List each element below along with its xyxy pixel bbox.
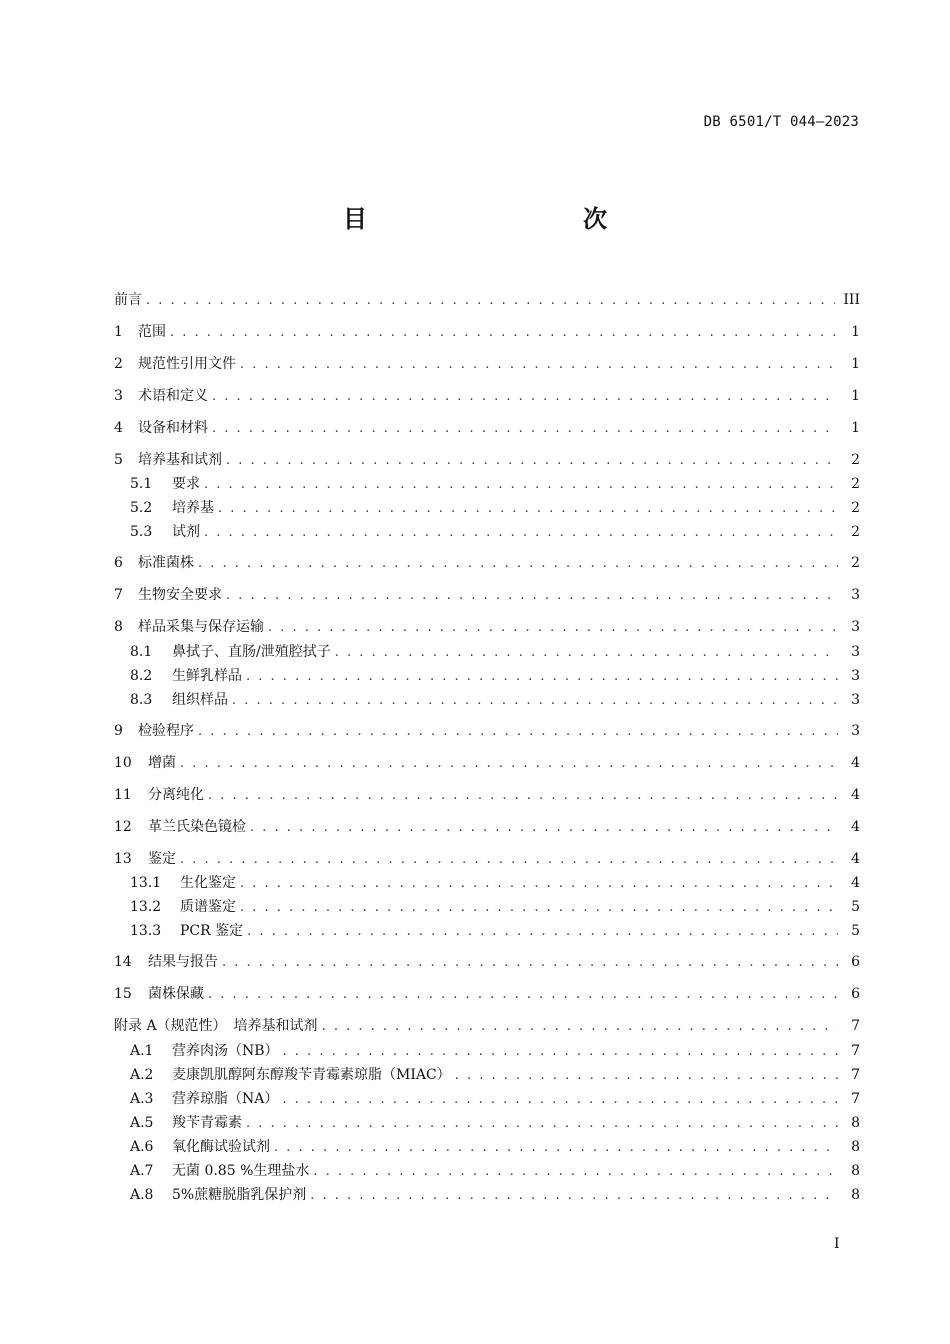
toc-page: 4 bbox=[851, 851, 860, 867]
toc-entry[interactable] bbox=[114, 785, 860, 805]
toc-number: 13.3 bbox=[130, 923, 162, 939]
toc-entry[interactable] bbox=[130, 1185, 860, 1205]
dot-leader bbox=[222, 953, 838, 973]
footer-page-number: I bbox=[834, 1236, 840, 1252]
toc-page: 4 bbox=[851, 755, 860, 771]
toc-number: 8.2 bbox=[130, 668, 153, 684]
dot-leader bbox=[322, 1017, 838, 1037]
toc-page: 2 bbox=[851, 555, 860, 571]
dot-leader bbox=[212, 387, 838, 407]
toc-number: 8 bbox=[114, 619, 123, 635]
toc-number: 3 bbox=[114, 388, 123, 404]
toc-entry[interactable] bbox=[114, 617, 860, 637]
toc-page: 4 bbox=[851, 875, 860, 891]
dot-leader bbox=[310, 1186, 838, 1206]
toc-number: 13.2 bbox=[130, 899, 162, 915]
toc-page: 6 bbox=[851, 986, 860, 1002]
toc-label: 培养基 bbox=[172, 500, 214, 516]
toc-label: 营养肉汤（NB） bbox=[172, 1043, 279, 1059]
toc-entry[interactable] bbox=[114, 290, 860, 310]
toc-label: 检验程序 bbox=[138, 723, 194, 739]
dot-leader bbox=[180, 754, 838, 774]
toc-page: 8 bbox=[851, 1139, 860, 1155]
dot-leader bbox=[146, 291, 835, 311]
toc-label: 培养基和试剂 bbox=[138, 452, 222, 468]
toc-number: 13 bbox=[114, 851, 132, 867]
toc-number: A.7 bbox=[130, 1163, 154, 1179]
toc-label: 鼻拭子、直肠/泄殖腔拭子 bbox=[172, 644, 331, 660]
toc-entry[interactable] bbox=[130, 498, 860, 518]
dot-leader bbox=[246, 1114, 838, 1134]
toc-entry[interactable] bbox=[130, 1137, 860, 1157]
toc-entry[interactable] bbox=[114, 354, 860, 374]
toc-entry[interactable] bbox=[130, 522, 860, 542]
dot-leader bbox=[208, 985, 838, 1005]
dot-leader bbox=[240, 355, 838, 375]
toc-page: 4 bbox=[851, 819, 860, 835]
toc-page: 7 bbox=[851, 1043, 860, 1059]
toc-label: 范围 bbox=[138, 324, 166, 340]
toc-entry[interactable] bbox=[130, 921, 860, 941]
toc-label: 质谱鉴定 bbox=[180, 899, 236, 915]
toc-page: 3 bbox=[851, 619, 860, 635]
toc-page: 2 bbox=[851, 476, 860, 492]
toc-label: 术语和定义 bbox=[138, 388, 208, 404]
dot-leader bbox=[208, 786, 838, 806]
toc-entry[interactable] bbox=[130, 897, 860, 917]
toc-entry[interactable] bbox=[114, 952, 860, 972]
toc-label: 菌株保藏 bbox=[148, 986, 204, 1002]
toc-label: 结果与报告 bbox=[148, 954, 218, 970]
toc-number: 6 bbox=[114, 555, 123, 571]
toc-label: 生化鉴定 bbox=[180, 875, 236, 891]
toc-page: 3 bbox=[851, 587, 860, 603]
dot-leader bbox=[198, 554, 838, 574]
toc-number: 13.1 bbox=[130, 875, 162, 891]
dot-leader bbox=[335, 643, 838, 663]
dot-leader bbox=[282, 1090, 838, 1110]
dot-leader bbox=[246, 667, 838, 687]
toc-entry[interactable] bbox=[130, 474, 860, 494]
toc-page: 8 bbox=[851, 1187, 860, 1203]
toc-page: 3 bbox=[851, 692, 860, 708]
toc-entry[interactable] bbox=[114, 753, 860, 773]
toc-entry[interactable] bbox=[114, 418, 860, 438]
toc-page: 5 bbox=[851, 923, 860, 939]
toc-number: A.8 bbox=[130, 1187, 154, 1203]
dot-leader bbox=[240, 874, 838, 894]
standard-number: DB 6501/T 044—2023 bbox=[703, 114, 859, 130]
toc-page: 3 bbox=[851, 668, 860, 684]
toc-label: 鉴定 bbox=[148, 851, 176, 867]
page-title: 目 次 bbox=[343, 205, 663, 233]
toc-label: 营养琼脂（NA） bbox=[172, 1091, 279, 1107]
toc-page: 4 bbox=[851, 787, 860, 803]
toc-number: 5.1 bbox=[130, 476, 153, 492]
toc-label: 附录 A（规范性） 培养基和试剂 bbox=[114, 1018, 318, 1034]
dot-leader bbox=[198, 722, 838, 742]
toc-number: A.3 bbox=[130, 1091, 154, 1107]
dot-leader bbox=[180, 850, 838, 870]
toc-label: 组织样品 bbox=[172, 692, 228, 708]
dot-leader bbox=[226, 451, 838, 471]
toc-label: 规范性引用文件 bbox=[138, 356, 236, 372]
toc-page: 1 bbox=[851, 420, 860, 436]
dot-leader bbox=[212, 419, 838, 439]
toc-number: A.2 bbox=[130, 1067, 154, 1083]
toc-label: 样品采集与保存运输 bbox=[138, 619, 264, 635]
toc-page: 7 bbox=[851, 1067, 860, 1083]
dot-leader bbox=[455, 1066, 838, 1086]
toc-label: 设备和材料 bbox=[138, 420, 208, 436]
toc-label: 生物安全要求 bbox=[138, 587, 222, 603]
dot-leader bbox=[250, 818, 838, 838]
toc-number: A.1 bbox=[130, 1043, 154, 1059]
dot-leader bbox=[204, 475, 838, 495]
toc-entry[interactable] bbox=[130, 642, 860, 662]
toc-number: 9 bbox=[114, 723, 123, 739]
dot-leader bbox=[170, 323, 838, 343]
dot-leader bbox=[240, 898, 838, 918]
toc-label: 增菌 bbox=[148, 755, 176, 771]
toc-number: 8.1 bbox=[130, 644, 153, 660]
toc-label: 5%蔗糖脱脂乳保护剂 bbox=[172, 1187, 307, 1203]
toc-entry[interactable] bbox=[130, 1161, 860, 1181]
toc-entry[interactable] bbox=[114, 386, 860, 406]
toc-entry[interactable] bbox=[114, 585, 860, 605]
toc-label: 氧化酶试验试剂 bbox=[172, 1139, 270, 1155]
toc-entry[interactable] bbox=[114, 721, 860, 741]
toc-label: 分离纯化 bbox=[148, 787, 204, 803]
dot-leader bbox=[268, 618, 838, 638]
dot-leader bbox=[226, 586, 838, 606]
toc-number: 12 bbox=[114, 819, 132, 835]
toc-page: III bbox=[843, 292, 860, 308]
toc-entry[interactable] bbox=[130, 1065, 860, 1085]
toc-number: 11 bbox=[114, 787, 132, 803]
toc-page: 2 bbox=[851, 452, 860, 468]
toc-page: 2 bbox=[851, 524, 860, 540]
toc-page: 6 bbox=[851, 954, 860, 970]
toc-label: 羧苄青霉素 bbox=[172, 1115, 242, 1131]
toc-page: 1 bbox=[851, 324, 860, 340]
toc-number: 7 bbox=[114, 587, 123, 603]
toc-number: A.5 bbox=[130, 1115, 154, 1131]
toc-number: 14 bbox=[114, 954, 132, 970]
toc-number: 5 bbox=[114, 452, 123, 468]
toc-label: 前言 bbox=[114, 292, 142, 308]
toc-number: 4 bbox=[114, 420, 123, 436]
toc-page: 8 bbox=[851, 1163, 860, 1179]
toc-entry[interactable] bbox=[114, 1016, 860, 1036]
toc-label: 要求 bbox=[172, 476, 200, 492]
toc-entry[interactable] bbox=[114, 322, 860, 342]
toc-number: 2 bbox=[114, 356, 123, 372]
toc-entry[interactable] bbox=[130, 873, 860, 893]
toc-entry[interactable] bbox=[114, 849, 860, 869]
toc-entry[interactable] bbox=[130, 1041, 860, 1061]
toc-page: 1 bbox=[851, 388, 860, 404]
toc-label: 标准菌株 bbox=[138, 555, 194, 571]
toc-number: 8.3 bbox=[130, 692, 153, 708]
dot-leader bbox=[283, 1042, 838, 1062]
toc-entry[interactable] bbox=[130, 690, 860, 710]
dot-leader bbox=[313, 1162, 838, 1182]
toc-entry[interactable] bbox=[130, 1113, 860, 1133]
toc-page: 7 bbox=[851, 1018, 860, 1034]
toc-number: 1 bbox=[114, 324, 123, 340]
toc-number: A.6 bbox=[130, 1139, 154, 1155]
toc-number: 5.2 bbox=[130, 500, 153, 516]
toc-label: 革兰氏染色镜检 bbox=[148, 819, 246, 835]
toc-label: 麦康凯肌醇阿东醇羧苄青霉素琼脂（MIAC） bbox=[172, 1067, 451, 1083]
toc-entry[interactable] bbox=[130, 666, 860, 686]
toc-entry[interactable] bbox=[114, 450, 860, 470]
toc-page: 3 bbox=[851, 644, 860, 660]
toc-page: 2 bbox=[851, 500, 860, 516]
toc-entry[interactable] bbox=[114, 817, 860, 837]
toc-page: 5 bbox=[851, 899, 860, 915]
toc-number: 5.3 bbox=[130, 524, 153, 540]
toc-entry[interactable] bbox=[130, 1089, 860, 1109]
toc-label: PCR 鉴定 bbox=[180, 923, 244, 939]
dot-leader bbox=[232, 691, 838, 711]
toc-page: 7 bbox=[851, 1091, 860, 1107]
dot-leader bbox=[218, 499, 838, 519]
toc-number: 10 bbox=[114, 755, 132, 771]
toc-number: 15 bbox=[114, 986, 132, 1002]
dot-leader bbox=[247, 922, 838, 942]
toc-entry[interactable] bbox=[114, 984, 860, 1004]
toc-page: 1 bbox=[851, 356, 860, 372]
toc-label: 试剂 bbox=[172, 524, 200, 540]
dot-leader bbox=[204, 523, 838, 543]
dot-leader bbox=[274, 1138, 838, 1158]
toc-page: 3 bbox=[851, 723, 860, 739]
toc-entry[interactable] bbox=[114, 553, 860, 573]
toc-label: 无菌 0.85 %生理盐水 bbox=[172, 1163, 310, 1179]
toc-page: 8 bbox=[851, 1115, 860, 1131]
toc-label: 生鲜乳样品 bbox=[172, 668, 242, 684]
